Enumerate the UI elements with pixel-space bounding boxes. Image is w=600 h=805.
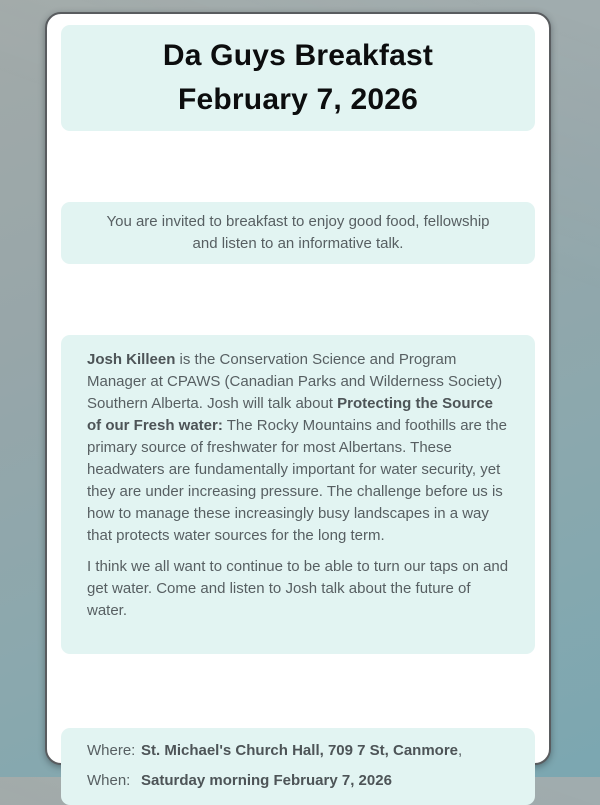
speaker-paragraph [87,349,509,547]
where-label: Where: [87,742,136,759]
spacer [47,264,549,335]
when-row [87,770,509,792]
speaker-description-box [61,335,535,654]
speaker-name: Josh Killeen [87,351,176,368]
where-value: St. Michael's Church Hall, 709 7 St, Canmore [141,742,458,759]
flyer-header [61,25,535,131]
event-details-box [61,728,535,805]
spacer [47,654,549,728]
flyer-card [45,12,551,789]
where-row [87,740,509,762]
spacer [47,131,549,202]
flyer-date-title: February 7, 2026 [177,83,418,116]
invitation-text-box [61,202,535,264]
when-value: Saturday morning February 7, 2026 [141,772,392,789]
speaker-role-text: is the Conservation Science and Program Manager at CPAWS (Canadian Parks and Wilderness Society) Southern Alberta. Josh will talk about [87,351,503,412]
closing-paragraph: I think we all want to continue to be able to turn our taps on and get water. Come and listen to Josh talk about the future of water. [87,558,509,619]
talk-title: Protecting the Source of our Fresh water: [87,395,494,434]
invitation-text: You are invited to breakfast to enjoy good food, fellowship and listen to an informative talk. [106,213,490,252]
when-label: When: [87,772,131,789]
where-suffix: , [458,742,463,759]
flyer-title: Da Guys Breakfast [162,39,434,72]
talk-description-text: The Rocky Mountains and foothills are the primary source of freshwater for most Albertans. These headwaters are fundamentally important for water security, yet they are under increasing pressure. The challenge before us is how to manage these increasingly busy landscapes in a way that protects water sources for the long term. [87,417,507,544]
